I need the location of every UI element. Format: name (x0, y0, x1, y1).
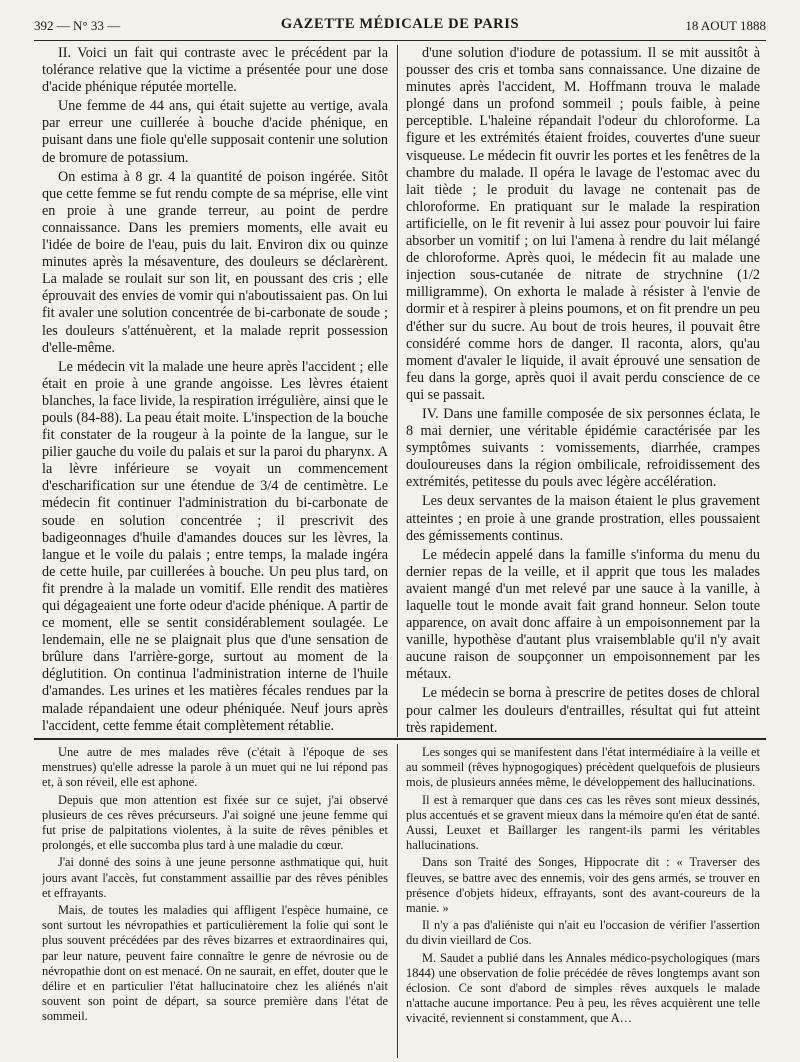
paragraph: Il n'y a pas d'aliéniste qui n'ait eu l'occasion de vérifier l'assertion du divin vieillard de Cos. (406, 918, 760, 948)
paragraph: Une femme de 44 ans, qui était sujette au vertige, avala par erreur une cuillerée à bouche d'acide phénique, en puisant dans une fiole qu'elle supposait contenir une solution de bromure de potassium. (42, 98, 388, 166)
lower-right-column (406, 745, 760, 1057)
paragraph: Les deux servantes de la maison étaient le plus gravement atteintes ; en proie à une grande prostration, elles poussaient des gémissements continus. (406, 493, 760, 544)
section-rule (34, 738, 766, 740)
paragraph: d'une solution d'iodure de potassium. Il se mit aussitôt à pousser des cris et tomba sans connaissance. Une dizaine de minutes après l'accident, M. Hoffmann trouva le malade plongé dans un profond sommeil ; pouls faible, à peine perceptible. L'haleine répandait l'odeur du chloroforme. La figure et les extrémités étaient froides, couvertes d'une sueur visqueuse. Le médecin fit ouvrir les portes et les fenêtres de la chambre du malade. Il opéra le lavage de l'estomac avec du lait tiède ; le produit du lavage ne contenait pas de chloroforme. En pratiquant sur le malade la respiration artificielle, on le fit revenir à lui assez pour pouvoir lui faire absorber un vomitif ; on lui l'amena à rendre du lait mélangé de chloroforme. Après quoi, le médecin fit au malade une injection sous-cutanée de nitrate de strychnine (1/2 milligramme). On exhorta le malade à résister à l'envie de dormir et à respirer à pleins poumons, et on fit prendre un peu d'éther sur du sucre. Au bout de trois heures, il pouvait être considéré comme hors de danger. Il raconta, alors, qu'au moment d'avaler le liquide, il avait éprouvé une sensation de feu dans la gorge, après quoi il avait perdu conscience de ce qui se passait. (406, 45, 760, 403)
header-rule (34, 40, 766, 41)
upper-left-column (42, 45, 388, 735)
paragraph: Dans son Traité des Songes, Hippocrate dit : « Traverser des fleuves, se battre avec des ennemis, voir des gens armés, se trouver en présence d'objets hideux, effrayants, sont des avant-coureurs de la manie. » (406, 855, 760, 916)
paragraph: J'ai donné des soins à une jeune personne asthmatique qui, huit jours avant l'accès, fut constamment assaillie par des rêves pénibles et effrayants. (42, 855, 388, 900)
paragraph: Le médecin vit la malade une heure après l'accident ; elle était en proie à une grande angoisse. Les lèvres étaient blanches, la face livide, la respiration irrégulière, ainsi que le pouls (84-88). La peau était moite. L'inspection de la bouche fit constater de la rougeur à la pointe de la langue, sur le pilier gauche du voile du palais et sur la paroi du pharynx. A la lèvre inférieure se voyait un commencement d'escharification sur une étendue de 3/4 de centimètre. Le médecin fit continuer l'administration du bi-carbonate de soude en solution concentrée ; il prescrivit des badigeonnages d'huile d'amandes douces sur les lèvres, la langue et le voile du palais ; entre temps, la malade ingéra de cette huile, par cuillerées à bouche. Un peu plus tard, on fit prendre à la malade un vomitif. Elle rendit des matières qui dégageaient une forte odeur d'acide phénique. A partir de ce moment, elle se sentit considérablement soulagée. Le lendemain, elle ne se plaignait plus que d'une sensation de brûlure dans l'arrière-gorge, surtout au moment de la déglutition. On continua l'administration interne de l'huile d'amandes. Les urines et les matières fécales rendues par la malade répandaient une odeur phéniquée. Neuf jours après l'accident, cette femme était complètement rétablie. (42, 358, 388, 734)
paragraph: Il est à remarquer que dans ces cas les rêves sont mieux dessinés, plus accentués et se gravent mieux dans la mémoire qu'en état de santé. Aussi, Leuxet et Baillarger les rangent-ils parmi les véritables hallucinations. (406, 792, 760, 853)
paragraph: Le médecin appelé dans la famille s'informa du menu du dernier repas de la veille, et il apprit que tous les malades avaient mangé d'un met relevé par une sauce à la vanille, à laquelle tout le monde avait fait grand honneur. Selon toute apparence, on avait donc affaire à un empoisonnement par la vanille, hypothèse d'autant plus vraisemblable qu'il n'y avait aucune raison de soupçonner un empoisonnement par les métaux. (406, 546, 760, 683)
column-divider (397, 744, 398, 1058)
paragraph: M. Saudet a publié dans les Annales médico-psychologiques (mars 1844) une observation de folie précédée de rêves longtemps avant son éclosion. Ce sont d'abord de simples rêves auxquels le malade n'attache aucune importance. Peu à peu, les rêves acquièrent une telle vivacité, reviennent si constamment, que A… (406, 950, 760, 1026)
journal-title: GAZETTE MÉDICALE DE PARIS (280, 16, 520, 32)
page-number: 392 — N° 33 — (34, 18, 121, 33)
paragraph: Les songes qui se manifestent dans l'état intermédiaire à la veille et au sommeil (rêves hypnogogiques) précèdent quelquefois de plusieurs mois, de plusieurs années même, le développement des hallucinations. (406, 745, 760, 790)
column-divider (397, 45, 398, 737)
upper-right-column (406, 45, 760, 735)
paragraph: Le médecin se borna à prescrire de petites doses de chloral pour calmer les douleurs d'entrailles, résultat qui fut atteint très rapidement. (406, 685, 760, 735)
paragraph: Depuis que mon attention est fixée sur ce sujet, j'ai observé plusieurs de ces rêves précurseurs. J'ai soigné une jeune femme qui fut prise de palpitations violentes, à la suite de rêves pénibles et prolongés, et elle succomba plus tard à une maladie du cœur. (42, 792, 388, 853)
paragraph: IV. Dans une famille composée de six personnes éclata, le 8 mai dernier, une véritable épidémie caractérisée par les symptômes suivants : vomissements, diarrhée, crampes douloureuses dans la région ombilicale, refroidissement des extrémités, petitesse du pouls avec légère accélération. (406, 405, 760, 491)
page-header (34, 10, 766, 36)
lower-left-column (42, 745, 388, 1057)
paragraph: On estima à 8 gr. 4 la quantité de poison ingérée. Sitôt que cette femme se fut rendu compte de sa méprise, elle vint en proie à une grande terreur, au point de perdre connaissance. Dans les premiers moments, elle avait eu l'idée de boire de l'eau, puis du lait. Environ dix ou quinze minutes après la mésaventure, des douleurs se déclarèrent. La malade se roulait sur son lit, en poussant des cris ; elle éprouvait des envies de vomir qui n'aboutissaient pas. On lui fit avaler une solution concentrée de bi-carbonate de soude ; les douleurs s'atténuèrent, et la malade reprit possession d'elle-même. (42, 168, 388, 356)
paragraph: Une autre de mes malades rêve (c'était à l'époque de ses menstrues) qu'elle adresse la parole à un muet qui ne lui répond pas et, à son réveil, elle est aphone. (42, 745, 388, 790)
paragraph: II. Voici un fait qui contraste avec le précédent par la tolérance relative que la victime a présentée pour une dose d'acide phénique réputée mortelle. (42, 45, 388, 96)
paragraph: Mais, de toutes les maladies qui affligent l'espèce humaine, ce sont surtout les névropathies et particulièrement la folie qui sont le plus souvent précédées par des rêves bizarres et extraordinaires qui, par leur nature, peuvent faire connaître le genre de névrosie ou de névropathie dont on est menacé. On ne saurait, en effet, douter que le délire et en particulier l'état hallucinatoire chez les aliénés n'ait souvent son point de départ, sa source première dans l'état de sommeil. (42, 903, 388, 1024)
issue-date: 18 AOUT 1888 (685, 18, 766, 33)
